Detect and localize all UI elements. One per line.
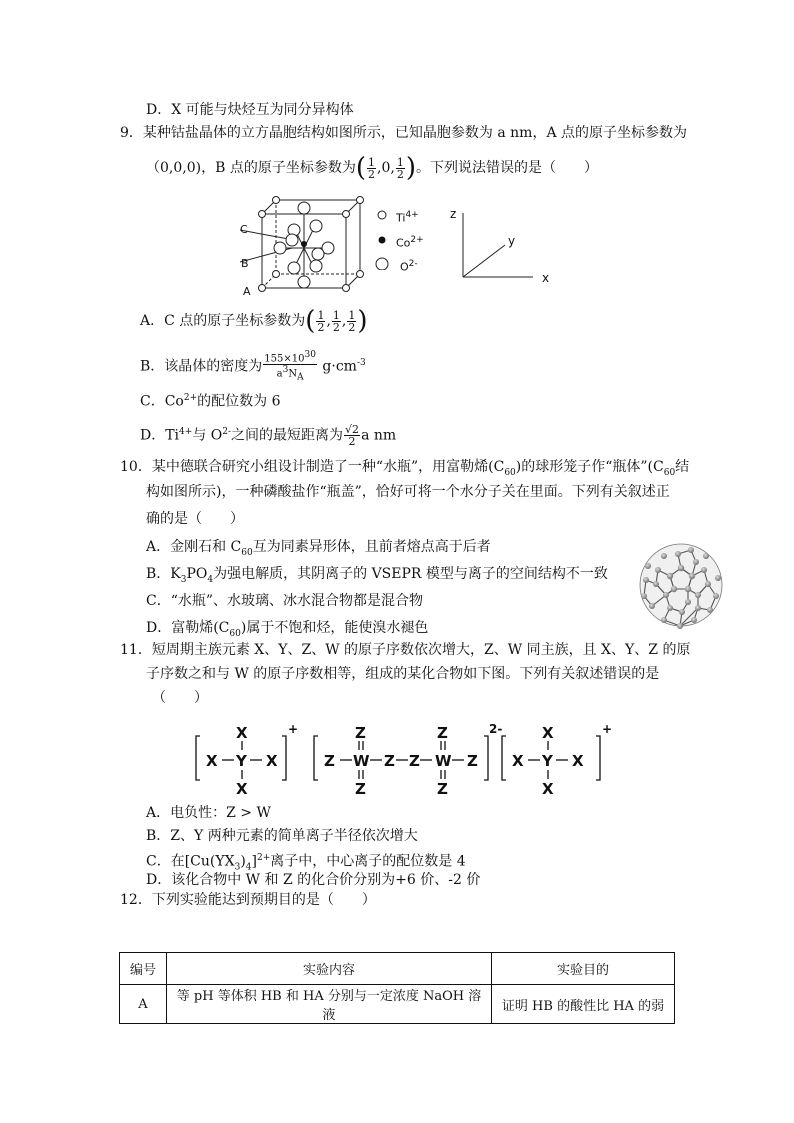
- formula-z: Z: [355, 780, 366, 798]
- q11-stem-line3: （ ）: [152, 690, 208, 706]
- fig-label-b: B: [241, 257, 249, 270]
- formula-w: W: [435, 752, 452, 770]
- table-header: 实验目的: [492, 953, 675, 985]
- formula-atoms: [190, 720, 620, 802]
- q11-option-d: D．该化合物中 W 和 Z 的化合价分别为+6 价、-2 价: [146, 872, 481, 888]
- q11-option-c: C．在$[Cu(YX_3)_4]^{2+}$离子中，中心离子的配位数是 4: [146, 853, 466, 873]
- axes-diagram: [455, 205, 545, 285]
- axis-x-label: x: [542, 271, 550, 285]
- table-header: 实验内容: [167, 953, 492, 985]
- formula-charge: +: [288, 722, 299, 736]
- axis-z-label: z: [450, 207, 457, 221]
- q12-stem: 12．下列实验能达到预期目的是（ ）: [120, 892, 376, 908]
- experiment-table: [119, 952, 675, 1024]
- fullerene-c60-image: [636, 540, 726, 630]
- q9-stem-b2: 。下列说法错误的是（ ）: [415, 160, 598, 176]
- formula-charge: +: [602, 722, 613, 736]
- q10-stem-line3: 确的是（ ）: [146, 511, 244, 527]
- fig-label-a: A: [243, 285, 251, 298]
- q11-stem-line1: 11．短周期主族元素 X、Y、Z、W 的原子序数依次增大，Z、W 同主族，且 X、Y、Z 的原: [120, 642, 691, 658]
- q10-stem-line2: 构如图所示)，一种磷酸盐作“瓶盖”，恰好可将一个水分子关在里面。下列有关叙述正: [146, 484, 670, 500]
- formula-w: W: [353, 752, 370, 770]
- formula-x: X: [512, 752, 524, 770]
- fig-label-c: C: [240, 223, 248, 236]
- q9-stem-line1: 9．某种钴盐晶体的立方晶胞结构如图所示，已知晶胞参数为 a nm，A 点的原子坐标参数为: [120, 125, 688, 141]
- q9-option-d: D．$Ti^{4+}$与 $O^{2-}$之间的最短距离为 $\frac{√2}{2}$ a nm: [140, 423, 397, 449]
- formula-x: X: [542, 780, 554, 798]
- legend-symbols: [372, 206, 392, 270]
- crystal-cell-diagram: [232, 192, 372, 302]
- formula-x: X: [542, 724, 554, 742]
- q9-stem-b1: （0,0,0)，B 点的原子坐标参数为: [146, 160, 356, 176]
- formula-z: Z: [409, 752, 420, 770]
- formula-y: Y: [542, 752, 553, 770]
- q9-option-a: A．C 点的原子坐标参数为( $\frac{1}{2}$ , $\frac{1}{2}$ , $\frac{1}{2}$ ): [140, 306, 368, 336]
- q9-stem-line2: （0,0,0)，B 点的原子坐标参数为( $\frac{1}{2}$ ,0, $\frac{1}{2}$ )。下列说法错误的是（ ）: [146, 153, 598, 183]
- q10-option-d: D．富勒烯$(C_{60})$属于不饱和烃，能使溴水褪色: [146, 620, 429, 639]
- formula-x: X: [572, 752, 584, 770]
- formula-x: X: [266, 752, 278, 770]
- q11-option-b: B．Z、Y 两种元素的简单离子半径依次增大: [146, 828, 418, 844]
- formula-y: Y: [236, 752, 247, 770]
- q11-stem-line2: 子序数之和与 W 的原子序数相等，组成的某化合物如下图。下列有关叙述错误的是: [146, 666, 660, 682]
- table-cell: 证明 HB 的酸性比 HA 的弱: [492, 985, 675, 1024]
- q10-stem-line1: 10．某中德联合研究小组设计制造了一种“水瓶”，用富勒烯$(C_{60})$的球形笼子作“瓶体$”(C_{60}$结: [120, 459, 690, 478]
- table-cell: A: [120, 985, 167, 1024]
- legend-ti: $Ti^{4+}$: [396, 210, 419, 225]
- q10-option-c: C．“水瓶”、水玻璃、冰水混合物都是混合物: [146, 593, 424, 609]
- q9-option-b: B．该晶体的密度为 $\frac{155\times 10^{30}}{a^3N_A}$ $g\cdot cm^{-3}$: [140, 349, 366, 383]
- formula-z: Z: [355, 724, 366, 742]
- formula-z: Z: [384, 752, 395, 770]
- formula-z: Z: [467, 752, 478, 770]
- q11-option-a: A．电负性：Z > W: [146, 805, 271, 821]
- coord-b-z: $\frac{1}{2}$: [396, 155, 404, 181]
- formula-z: Z: [437, 724, 448, 742]
- q8-option-d: D．X 可能与炔烃互为同分异构体: [146, 102, 354, 118]
- table-header-row: [120, 953, 675, 985]
- formula-x: X: [206, 752, 218, 770]
- axis-y-label: y: [508, 234, 516, 248]
- coord-b-x: $\frac{1}{2}$: [367, 155, 375, 181]
- formula-z: Z: [324, 752, 335, 770]
- table-row: [120, 985, 675, 1024]
- formula-x: X: [236, 724, 248, 742]
- q9-option-c: C．$Co^{2+}$的配位数为 6: [140, 393, 281, 410]
- table-header: 编号: [120, 953, 167, 985]
- q10-option-b: B．$K_3PO_4$为强电解质，其阴离子的 VSEPR 模型与离子的空间结构不一致: [146, 566, 608, 585]
- formula-charge: 2-: [489, 722, 503, 736]
- formula-x: X: [236, 780, 248, 798]
- formula-z: Z: [437, 780, 448, 798]
- legend-o: $O^{2-}$: [400, 259, 418, 274]
- table-cell: 等 pH 等体积 HB 和 HA 分别与一定浓度 NaOH 溶液: [167, 985, 492, 1024]
- q10-option-a: A．金刚石和 $C_{60}$互为同素异形体，且前者熔点高于后者: [146, 539, 491, 558]
- legend-co: $Co^{2+}$: [396, 235, 424, 250]
- coord-b-y: 0: [381, 160, 391, 176]
